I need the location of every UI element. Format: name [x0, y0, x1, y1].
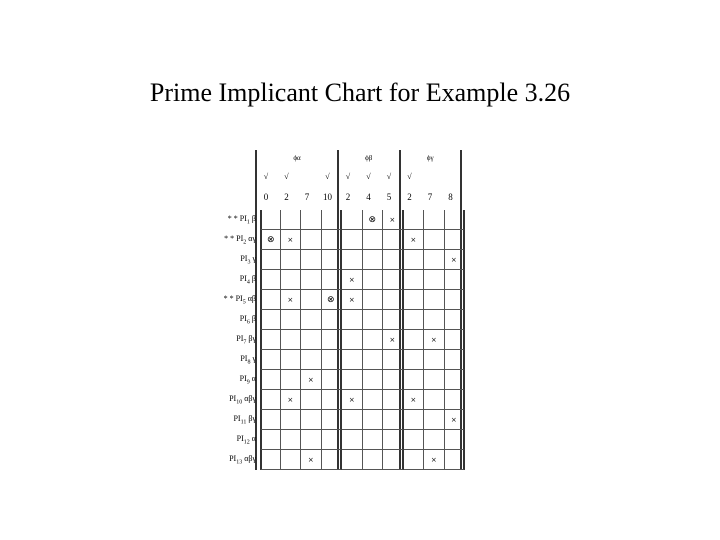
chart-cell [445, 430, 466, 450]
chart-cell [445, 330, 466, 350]
chart-cell [363, 290, 384, 310]
essential-cover-mark: ⊗ [322, 290, 343, 310]
chart-cell [445, 370, 466, 390]
chart-cell [383, 290, 404, 310]
chart-cell [342, 430, 363, 450]
pi-label [190, 334, 260, 346]
pi-index: 10 [236, 399, 243, 406]
pi-functions: β [249, 274, 256, 284]
pi-row [190, 230, 465, 250]
chart-cell [363, 390, 384, 410]
pi-functions: αβγ [242, 454, 256, 464]
pi-row [190, 370, 465, 390]
pi-label [190, 374, 260, 386]
chart-cell [424, 350, 445, 370]
chart-cell [383, 230, 404, 250]
pi-index: 6 [246, 319, 250, 326]
chart-cell [445, 350, 466, 370]
column-header: 2 [407, 192, 412, 202]
chart-cell [445, 230, 466, 250]
group-label: ϕα [293, 154, 301, 162]
chart-cell [404, 290, 425, 310]
cover-mark: × [342, 270, 363, 290]
chart-cell [445, 210, 466, 230]
chart-cell [301, 390, 322, 410]
pi-label [190, 294, 260, 306]
chart-cell [322, 230, 343, 250]
column-header: 8 [448, 192, 453, 202]
chart-cell [342, 450, 363, 470]
chart-cell [383, 270, 404, 290]
chart-cell [260, 350, 281, 370]
chart-cell [342, 330, 363, 350]
chart-cell [322, 310, 343, 330]
chart-cell [383, 450, 404, 470]
chart-cell [424, 310, 445, 330]
chart-cell [445, 270, 466, 290]
chart-cell [260, 250, 281, 270]
column-header: 2 [284, 192, 289, 202]
pi-name: PI [239, 214, 247, 224]
prime-implicant-chart [190, 210, 465, 470]
chart-cell [260, 430, 281, 450]
chart-cell [383, 410, 404, 430]
chart-cell [342, 350, 363, 370]
pi-name: PI [233, 414, 241, 424]
pi-index: 8 [247, 359, 251, 366]
chart-cell [281, 350, 302, 370]
essential-marker: * * [224, 234, 237, 244]
cover-mark: × [342, 390, 363, 410]
column-header: 4 [366, 192, 371, 202]
pi-functions: α [249, 434, 256, 444]
chart-cell [363, 230, 384, 250]
slide-title: Prime Implicant Chart for Example 3.26 [149, 78, 571, 107]
pi-row [190, 310, 465, 330]
pi-row [190, 350, 465, 370]
pi-name: PI [236, 234, 244, 244]
pi-name: PI [229, 394, 237, 404]
chart-cell [363, 270, 384, 290]
chart-cell [383, 250, 404, 270]
cover-mark: × [281, 230, 302, 250]
chart-cell [260, 450, 281, 470]
cover-mark: × [383, 210, 404, 230]
chart-cell [445, 390, 466, 410]
chart-cell [322, 330, 343, 350]
column-check: √ [284, 172, 289, 181]
chart-cell [363, 330, 384, 350]
chart-cell [383, 370, 404, 390]
column-check: √ [386, 172, 392, 181]
chart-cell [301, 250, 322, 270]
group-label: ϕβ [365, 154, 373, 162]
column-header: 10 [323, 192, 332, 202]
chart-cell [301, 410, 322, 430]
chart-cell [301, 430, 322, 450]
chart-cell [322, 370, 343, 390]
chart-cell [342, 250, 363, 270]
chart-cell [301, 230, 322, 250]
cover-mark: × [445, 410, 466, 430]
chart-cell [424, 230, 445, 250]
chart-cell [260, 310, 281, 330]
chart-cell [424, 290, 445, 310]
pi-name: PI [240, 354, 248, 364]
pi-name: PI [239, 274, 247, 284]
pi-label [190, 274, 260, 286]
pi-name: PI [239, 374, 247, 384]
cover-mark: × [301, 370, 322, 390]
chart-cell [404, 210, 425, 230]
essential-cover-mark: ⊗ [260, 230, 281, 250]
chart-cell [424, 430, 445, 450]
pi-index: 1 [246, 219, 250, 226]
chart-cell [301, 270, 322, 290]
chart-cell [322, 250, 343, 270]
chart-cell [363, 410, 384, 430]
chart-cell [424, 410, 445, 430]
pi-functions: γ [250, 254, 256, 264]
column-header: 2 [345, 192, 351, 202]
chart-cell [404, 430, 425, 450]
chart-cell [301, 310, 322, 330]
column-header: 5 [386, 192, 392, 202]
pi-row [190, 330, 465, 350]
pi-row [190, 250, 465, 270]
chart-cell [281, 430, 302, 450]
pi-functions: αγ [246, 234, 256, 244]
chart-cell [322, 350, 343, 370]
cover-mark: × [281, 290, 302, 310]
chart-cell [281, 450, 302, 470]
chart-cell [260, 370, 281, 390]
cover-mark: × [342, 290, 363, 310]
column-check: √ [263, 172, 269, 181]
pi-label [190, 234, 260, 246]
chart-cell [260, 270, 281, 290]
pi-row [190, 450, 465, 470]
column-check: √ [366, 172, 371, 181]
pi-index: 5 [242, 299, 246, 306]
chart-cell [260, 210, 281, 230]
chart-cell [342, 310, 363, 330]
chart-cell [260, 390, 281, 410]
chart-cell [404, 270, 425, 290]
chart-cell [445, 310, 466, 330]
column-check: √ [407, 172, 412, 181]
chart-cell [281, 270, 302, 290]
chart-cell [301, 350, 322, 370]
cover-mark: × [445, 250, 466, 270]
cover-mark: × [301, 450, 322, 470]
pi-name: PI [236, 334, 244, 344]
chart-cell [404, 310, 425, 330]
pi-index: 13 [236, 459, 243, 466]
pi-row [190, 210, 465, 230]
pi-label [190, 354, 260, 366]
chart-cell [342, 370, 363, 390]
pi-label [190, 214, 260, 226]
chart-cell [281, 250, 302, 270]
chart-cell [424, 250, 445, 270]
pi-row [190, 290, 465, 310]
chart-cell [404, 250, 425, 270]
chart-cell [322, 390, 343, 410]
pi-functions: βγ [246, 334, 256, 344]
pi-name: PI [239, 314, 247, 324]
chart-cell [363, 310, 384, 330]
pi-name: PI [235, 294, 243, 304]
chart-cell [342, 230, 363, 250]
column-header: 7 [304, 192, 310, 202]
column-check: √ [345, 172, 351, 181]
chart-cell [260, 330, 281, 350]
chart-cell [445, 450, 466, 470]
chart-cell [260, 290, 281, 310]
chart-cell [445, 290, 466, 310]
chart-cell [322, 270, 343, 290]
pi-index: 4 [246, 279, 250, 286]
pi-index: 3 [247, 259, 251, 266]
pi-functions: α [249, 374, 256, 384]
pi-index: 9 [246, 379, 250, 386]
pi-label [190, 414, 260, 426]
chart-cell [322, 210, 343, 230]
pi-index: 7 [243, 339, 247, 346]
pi-row [190, 430, 465, 450]
pi-row [190, 270, 465, 290]
column-check: √ [325, 172, 330, 181]
chart-cell [281, 370, 302, 390]
chart-cell [281, 210, 302, 230]
pi-index: 11 [240, 419, 247, 426]
chart-cell [322, 430, 343, 450]
chart-cell [404, 370, 425, 390]
pi-name: PI [236, 434, 244, 444]
chart-cell [363, 250, 384, 270]
chart-cell [322, 450, 343, 470]
chart-cell [424, 370, 445, 390]
pi-functions: βγ [246, 414, 256, 424]
pi-label [190, 394, 260, 406]
cover-mark: × [424, 450, 445, 470]
chart-cell [383, 430, 404, 450]
essential-marker: * * [223, 294, 236, 304]
chart-cell [301, 210, 322, 230]
column-header: 7 [427, 192, 433, 202]
cover-mark: × [383, 330, 404, 350]
chart-cell [322, 410, 343, 430]
pi-functions: β [249, 314, 256, 324]
chart-cell [404, 410, 425, 430]
essential-marker: * * [227, 214, 240, 224]
chart-cell [383, 350, 404, 370]
chart-cell [424, 270, 445, 290]
chart-cell [363, 370, 384, 390]
pi-row [190, 410, 465, 430]
pi-functions: αβ [245, 294, 256, 304]
chart-cell [404, 450, 425, 470]
pi-label [190, 454, 260, 466]
chart-cell [404, 350, 425, 370]
chart-cell [281, 310, 302, 330]
chart-cell [281, 330, 302, 350]
chart-cell [424, 390, 445, 410]
pi-functions: γ [250, 354, 256, 364]
pi-row [190, 390, 465, 410]
cover-mark: × [404, 390, 425, 410]
pi-index: 12 [243, 439, 250, 446]
chart-cell [383, 310, 404, 330]
column-header: 0 [263, 192, 269, 202]
pi-name: PI [229, 454, 237, 464]
pi-name: PI [240, 254, 248, 264]
chart-cell [404, 330, 425, 350]
pi-label [190, 434, 260, 446]
pi-label [190, 254, 260, 266]
pi-functions: β [249, 214, 256, 224]
chart-cell [342, 410, 363, 430]
cover-mark: × [424, 330, 445, 350]
chart-cell [363, 430, 384, 450]
chart-cell [363, 450, 384, 470]
group-label: ϕγ [426, 154, 434, 162]
chart-cell [363, 350, 384, 370]
pi-label [190, 314, 260, 326]
chart-cell [301, 330, 322, 350]
cover-mark: × [404, 230, 425, 250]
cover-mark: × [281, 390, 302, 410]
pi-index: 2 [243, 239, 247, 246]
pi-functions: αβγ [242, 394, 256, 404]
chart-cell [383, 390, 404, 410]
chart-cell [342, 210, 363, 230]
chart-cell [301, 290, 322, 310]
chart-cell [260, 410, 281, 430]
chart-cell [281, 410, 302, 430]
chart-cell [424, 210, 445, 230]
essential-cover-mark: ⊗ [363, 210, 384, 230]
